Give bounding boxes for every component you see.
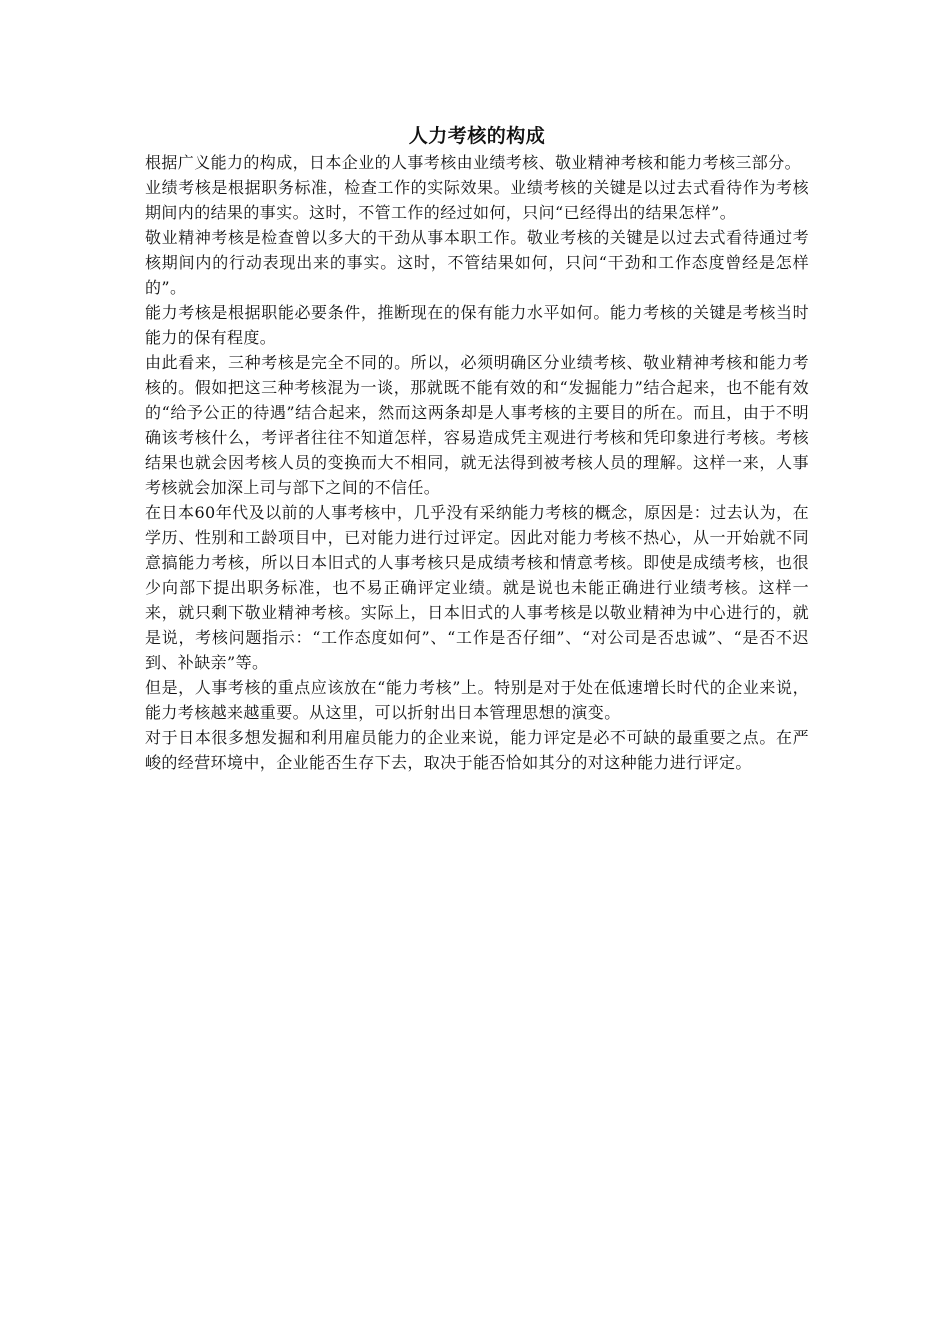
paragraph-intro: 根据广义能力的构成，日本企业的人事考核由业绩考核、敬业精神考核和能力考核三部分。 [145,153,802,172]
paragraph-comparison: 由此看来，三种考核是完全不同的。所以，必须明确区分业绩考核、敬业精神考核和能力考核的。假如把这三种考核混为一谈，那就既不能有效的和“发掘能力”结合起来，也不能有效的“给予公正的待遇”结合起来，然而这两条却是人事考核的主要目的所在。而且，由于不明确该考核什么，考评者往往不知道怎样，容易造成凭主观进行考核和凭印象进行考核。考核结果也就会因考核人员的变换而大不相同，就无法得到被考核人员的理解。这样一来，人事考核就会加深上司与部下之间的不信任。 [145,353,809,497]
paragraph-history: 在日本60年代及以前的人事考核中，几乎没有采纳能力考核的概念，原因是：过去认为，在学历、性别和工龄项目中，已对能力进行过评定。因此对能力考核不热心，从一开始就不同意搞能力考核，所以日本旧式的人事考核只是成绩考核和情意考核。即使是成绩考核，也很少向部下提出职务标准，也不易正确评定业绩。就是说也未能正确进行业绩考核。这样一来，就只剩下敬业精神考核。实际上，日本旧式的人事考核是以敬业精神为中心进行的，就是说，考核问题指示：“工作态度如何”、“工作是否仔细”、“对公司是否忠诚”、“是否不迟到、补缺亲”等。 [145,503,809,672]
document-body [145,124,809,775]
paragraph-performance-review: 业绩考核是根据职务标准，检查工作的实际效果。业绩考核的关键是以过去式看待作为考核期间内的结果的事实。这时，不管工作的经过如何，只问“已经得出的结果怎样”。 [145,178,809,222]
paragraph-dedication-review: 敬业精神考核是检查曾以多大的干劲从事本职工作。敬业考核的关键是以过去式看待通过考核期间内的行动表现出来的事实。这时，不管结果如何，只问“干劲和工作态度曾经是怎样的”。 [145,228,809,297]
document-title: 人力考核的构成 [408,125,546,147]
paragraph-focus: 但是，人事考核的重点应该放在“能力考核”上。特别是对于处在低速增长时代的企业来说，能力考核越来越重要。从这里，可以折射出日本管理思想的演变。 [145,678,809,722]
paragraph-conclusion: 对于日本很多想发掘和利用雇员能力的企业来说，能力评定是必不可缺的最重要之点。在严峻的经营环境中，企业能否生存下去，取决于能否恰如其分的对这种能力进行评定。 [145,728,809,772]
paragraph-ability-review: 能力考核是根据职能必要条件，推断现在的保有能力水平如何。能力考核的关键是考核当时能力的保有程度。 [145,303,809,347]
